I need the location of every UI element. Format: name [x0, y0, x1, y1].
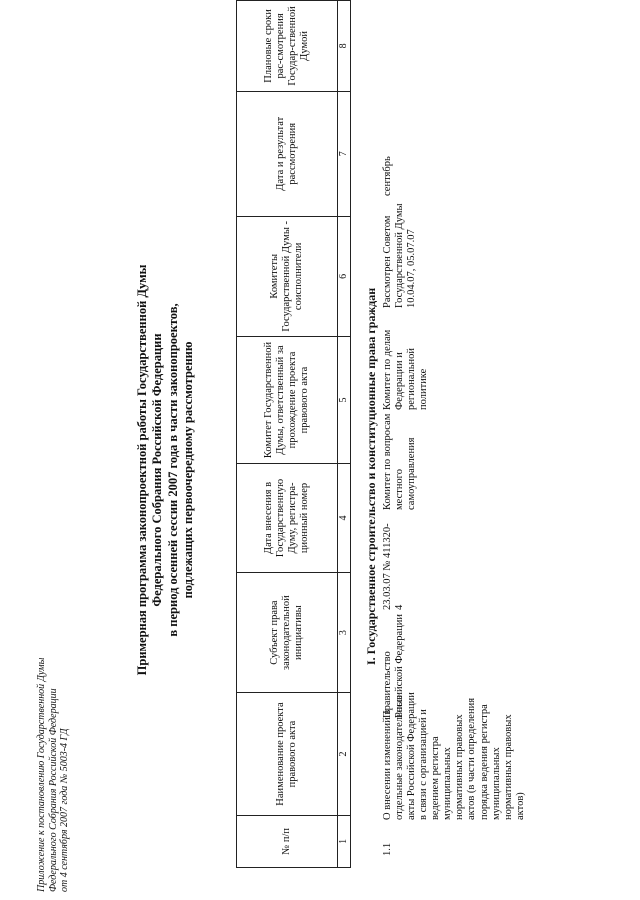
header-date-registration: Дата внесения в Государственную Думу, регистра-ционный номер: [237, 464, 338, 573]
column-number: 7: [338, 91, 351, 216]
title-line-4: подлежащих первоочередному рассмотрению: [180, 341, 195, 599]
title-line-1: Примерная программа законопроектной работы Государственной Думы: [135, 264, 149, 676]
row-initiative-subject: Правительство Российской Федерации: [382, 614, 406, 718]
column-number: 8: [338, 1, 351, 92]
table-header-row: [237, 1, 338, 868]
row-planned-dates: сентябрь: [382, 156, 393, 196]
header-co-executor-committees: Комитеты Государственной Думы - соисполнители: [237, 216, 338, 336]
row-co-executor-committees: Комитет по делам Федерации и региональной политике: [382, 329, 430, 410]
section-title: I. Государственное строительство и конституционные права граждан: [364, 287, 378, 665]
appendix-note-line-3: от 4 сентября 2007 года № 5003-4 ГД: [59, 728, 70, 892]
header-initiative-subject: Субъект права законодательной инициативы: [237, 572, 338, 692]
document-title: [135, 190, 196, 750]
appendix-note-line-1: Приложение к постановлению Государственной Думы: [36, 657, 47, 892]
column-number: 6: [338, 216, 351, 336]
row-number: 1.1: [382, 842, 393, 856]
row-responsible-committee: Комитет по вопросам местного самоуправления: [382, 413, 418, 510]
column-number: 1: [338, 815, 351, 867]
program-table: [236, 0, 351, 868]
row-date-result: Рассмотрен Советом Государственной Думы 10.04.07, 05.07.07: [382, 203, 418, 308]
column-number: 5: [338, 336, 351, 463]
title-line-2: Федерального Собрания Российской Федерации: [150, 333, 165, 607]
column-number: 3: [338, 572, 351, 692]
row-date-registration: 23.03.07 № 411320-4: [382, 523, 406, 610]
title-line-3: в период осенней сессии 2007 года в части законопроектов,: [165, 303, 180, 637]
header-planned-dates: Плановые сроки рас-смотрения Государ-ственной Думой: [237, 1, 338, 92]
header-number: № п/п: [237, 815, 338, 867]
header-responsible-committee: Комитет Государственной Думы, ответственный за прохождение проекта правового акта: [237, 336, 338, 463]
row-act-name: О внесении изменений в отдельные законодательные акты Российской Федерации в связи с организацией и ведением регистра муниципальных нормативных правовых актов (в части определения порядка ведения регистра муниципальных нормативных правовых актов): [382, 692, 526, 820]
header-act-name: Наименование проекта правового акта: [237, 693, 338, 816]
appendix-note-line-2: Федерального Собрания Российской Федерации: [47, 688, 59, 892]
header-date-result: Дата и результат рассмотрения: [237, 91, 338, 216]
appendix-note: [36, 552, 71, 892]
column-number: 4: [338, 464, 351, 573]
column-number-row: [338, 1, 351, 868]
column-number: 2: [338, 693, 351, 816]
